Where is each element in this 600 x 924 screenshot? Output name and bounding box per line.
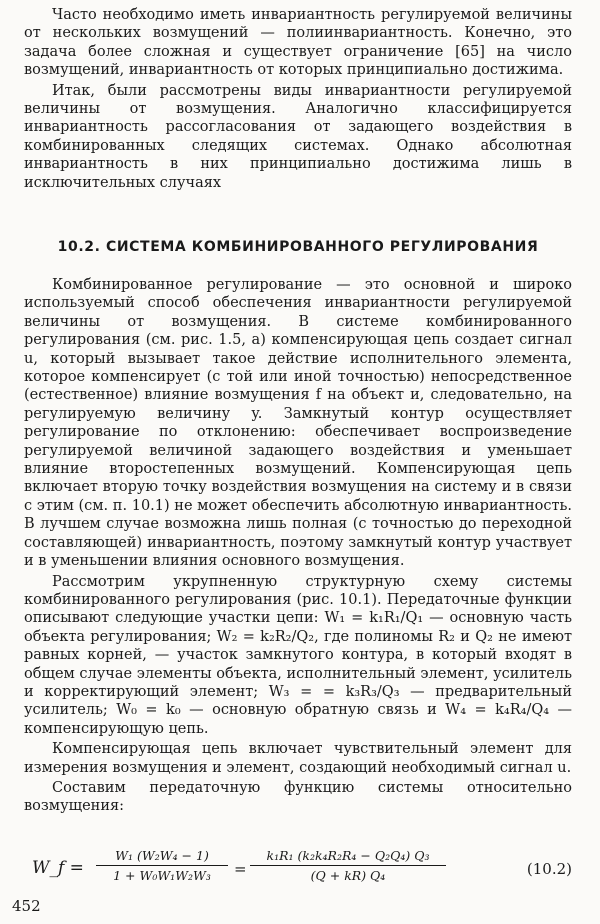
fraction-2-denominator: (Q + kR) Q₄ — [310, 868, 386, 883]
formula-10-2 — [24, 846, 572, 892]
paragraph-block-diagram: Рассмотрим укрупненную структурную схему системы комбинированного регулирования (рис. 10.1). Передаточные функции описывают следующие участки цепи: W₁ = k₁R₁/Q₁ — основную часть объекта регулирования; W₂ = k₂R₂/Q₂, где полиномы R₂ и Q₂ не имеют равных корней, — участок замкнутого контура, в который входят в общем случае элементы объекта, исполнительный элемент, усилитель и корректирующий элемент; W₃ = = k₃R₃/Q₃ — предварительный усилитель; W₀ = k₀ — основную обратную связь и W₄ = k₄R₄/Q₄ — компенсирующую цепь. — [24, 573, 572, 737]
paragraph-invariance-summary: Итак, были рассмотрены виды инвариантности регулируемой величины от возмущения. Аналогично классифицируется инвариантность рассогласования от задающего воздействия в комбинированных следящих системах. Однако абсолютная инвариантность в них принципиально достижима лишь в исключительных случаях — [24, 82, 572, 191]
fraction-1-numerator: W₁ (W₂W₄ − 1) — [96, 848, 228, 866]
equation-number: (10.2) — [526, 860, 572, 878]
section-body — [24, 276, 572, 816]
formula-fraction-1 — [96, 848, 228, 883]
paragraph-transfer-function-intro: Составим передаточную функцию системы относительно возмущения: — [24, 779, 572, 815]
fraction-1-denominator: 1 + W₀W₁W₂W₃ — [113, 868, 211, 883]
page-number: 452 — [12, 897, 41, 915]
section-heading: 10.2. СИСТЕМА КОМБИНИРОВАННОГО РЕГУЛИРОВАНИЯ — [57, 239, 539, 255]
formula-fraction-2 — [250, 848, 446, 883]
paragraph-combined-control: Комбинированное регулирование — это основной и широко используемый способ обеспечения инвариантности регулируемой величины от возмущения. В системе комбинированного регулирования (см. рис. 1.5, a) компенсирующая цепь создает сигнал u, который вызывает такое действие исполнительного элемента, которое компенсирует (с той или иной точностью) непосредственное (естественное) влияние возмущения f на объект и, следовательно, на регулируемую величину y. Замкнутый контур осуществляет регулирование по отклонению: обеспечивает воспроизведение регулируемой величиной задающего воздействия и уменьшает влияние второстепенных возмущений. Компенсирующая цепь включает вторую точку воздействия возмущения на систему и в связи с этим (см. п. 10.1) не может обеспечить абсолютную инвариантность. В лучшем случае возможна лишь полная (с точностью до переходной составляющей) инвариантность, поэтому замкнутый контур участвует и в уменьшении влияния основного возмущения. — [24, 277, 572, 570]
formula-equals: = — [234, 860, 247, 878]
top-text-block — [24, 6, 572, 192]
paragraph-compensating-chain: Компенсирующая цепь включает чувствительный элемент для измерения возмущения и элемент, создающий необходимый сигнал u. — [24, 741, 572, 776]
paragraph-polyinvariance: Часто необходимо иметь инвариантность регулируемой величины от нескольких возмущений — полиинвариантность. Конечно, это задача более сложная и существует ограничение [65] на число возмущений, инвариантность от которых принципиально достижима. — [24, 7, 572, 79]
formula-lhs: W_f = — [32, 858, 84, 878]
fraction-2-numerator: k₁R₁ (k₂k₄R₂R₄ − Q₂Q₄) Q₃ — [250, 848, 446, 866]
